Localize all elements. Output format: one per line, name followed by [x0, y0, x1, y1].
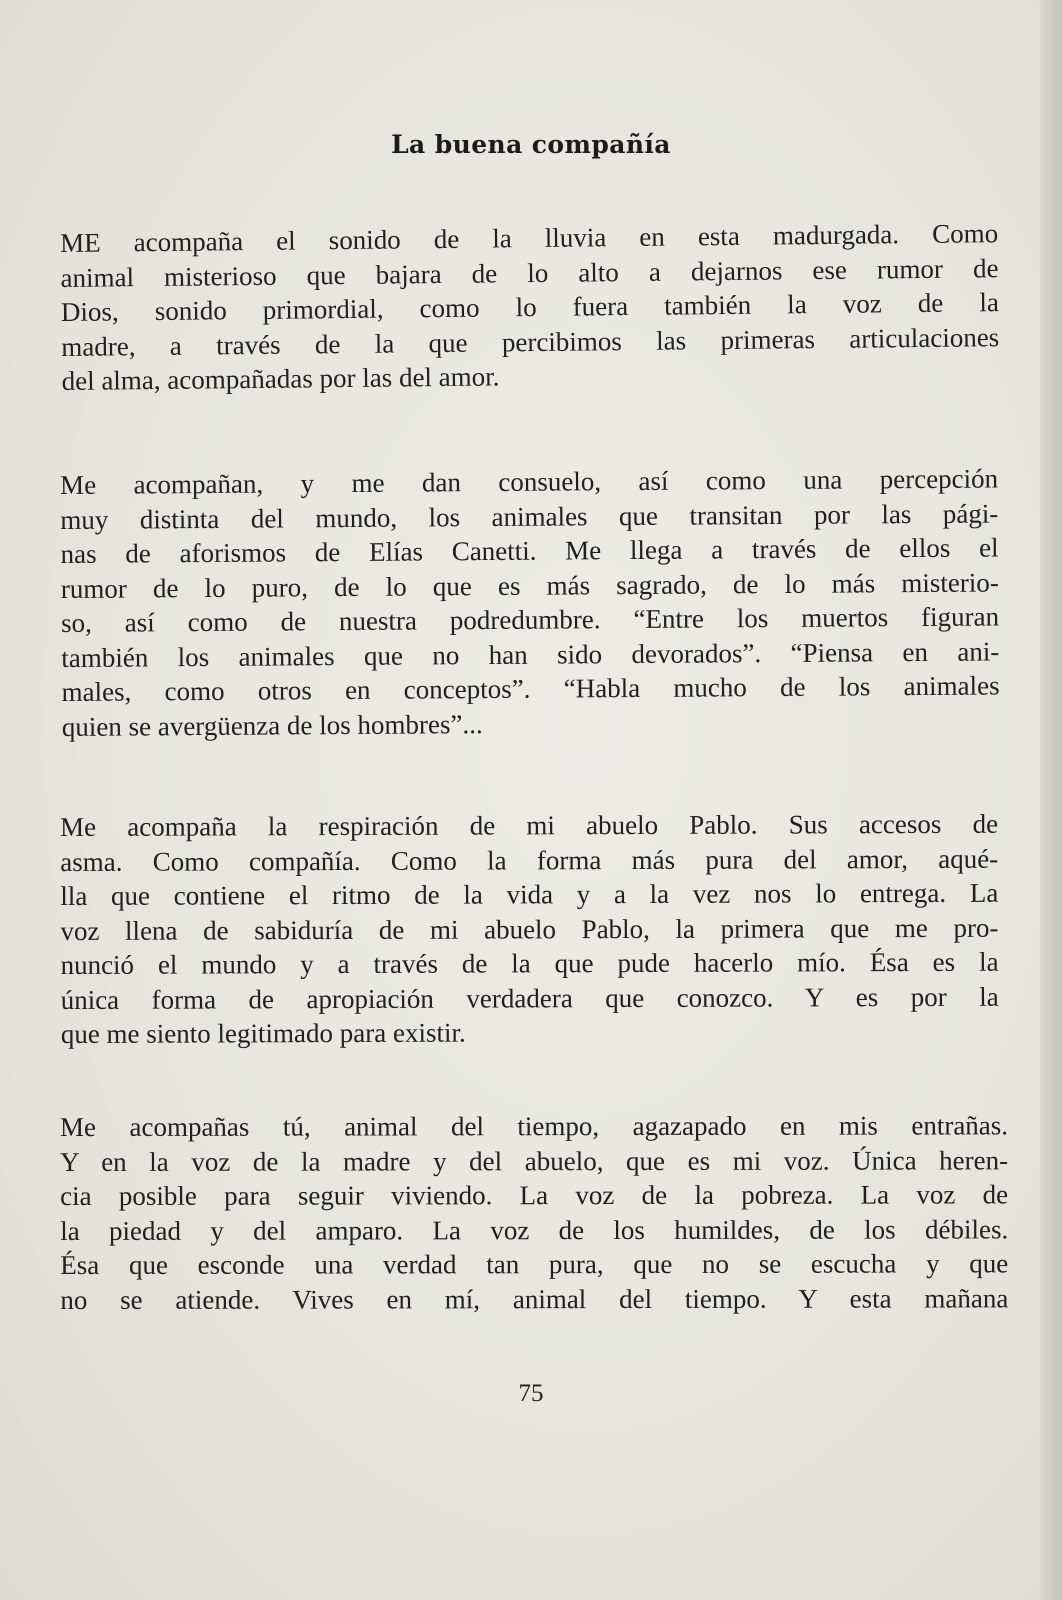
text-line: nunció el mundo y a través de la que pude hacerlo mío. Ésa es la [60, 946, 999, 980]
text-line: lla que contiene el ritmo de la vida y a la vez nos lo entrega. La [60, 877, 999, 911]
chapter-title: La buena compañía [391, 130, 671, 159]
text-line: Ésa que esconde una verdad tan pura, que no se escucha y que [60, 1248, 1009, 1280]
text-line: no se atiende. Vives en mí, animal del tiempo. Y esta mañana [60, 1282, 1009, 1315]
text-line: Me acompañas tú, animal del tiempo, agazapado en mis entrañas. [60, 1110, 1009, 1142]
text-line: Me acompaña la respiración de mi abuelo Pablo. Sus accesos de [60, 808, 999, 842]
paragraph-3 [60, 807, 999, 1052]
text-line: del alma, acompañadas por las del amor. [61, 361, 500, 396]
text-line: también los animales que no han sido devorados”. “Piensa en ani- [61, 635, 1000, 673]
paragraph-1 [60, 216, 1000, 398]
text-line: Me acompañan, y me dan consuelo, así como una percepción [60, 463, 999, 500]
text-line: Dios, sonido primordial, como lo fuera también la voz de la [60, 287, 1000, 327]
text-line: nas de aforismos de Elías Canetti. Me llega a través de ellos el [60, 532, 999, 569]
text-line: quien se avergüenza de los hombres”... [61, 708, 483, 742]
paragraph-4 [60, 1108, 1008, 1317]
text-line: males, como otros en conceptos”. “Habla mucho de los animales [61, 670, 1000, 707]
page-number: 75 [518, 1380, 544, 1407]
text-line: asma. Como compañía. Como la forma más pura del amor, aqué- [60, 843, 999, 877]
text-line: ME acompaña el sonido de la lluvia en esta madurgada. Como [60, 218, 999, 258]
paragraph-2 [60, 461, 1000, 744]
text-line: la piedad y del amparo. La voz de los humildes, de los débiles. [60, 1213, 1009, 1246]
text-line: cia posible para seguir viviendo. La voz de la pobreza. La voz de [60, 1179, 1009, 1211]
text-line: so, así como de nuestra podredumbre. “Entre los muertos figuran [60, 601, 1000, 638]
text-line: que me siento legitimado para existir. [60, 1017, 466, 1049]
text-line: rumor de lo puro, de lo que es más sagrado, de lo más misterio- [60, 566, 999, 604]
text-line: Y en la voz de la madre y del abuelo, que es mi voz. Única heren- [60, 1144, 1009, 1177]
text-line: voz llena de sabiduría de mi abuelo Pablo, la primera que me pro- [60, 912, 999, 946]
page-edge-shadow [1040, 0, 1062, 1600]
text-line: muy distinta del mundo, los animales que transitan por las pági- [60, 497, 999, 535]
text-line: madre, a través de la que percibimos las primeras articulaciones [61, 321, 1000, 362]
text-line: animal misterioso que bajara de lo alto a dejarnos ese rumor de [60, 252, 999, 293]
text-line: única forma de apropiación verdadera que conozco. Y es por la [60, 981, 999, 1015]
